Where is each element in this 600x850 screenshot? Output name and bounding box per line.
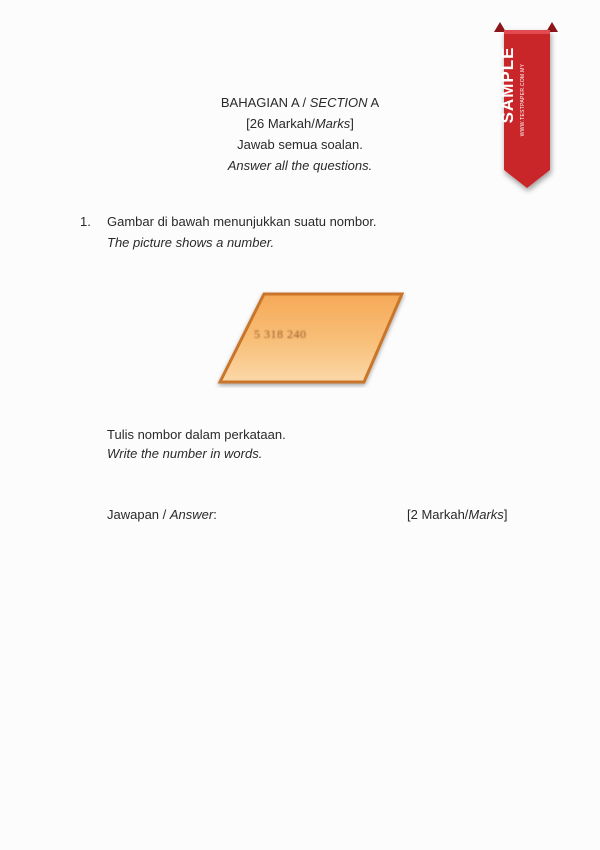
sample-ribbon — [484, 22, 574, 197]
instruction-en: Write the number in words. — [107, 446, 263, 461]
section-marks: [26 Markah/Marks] — [246, 116, 354, 131]
question-number: 1. — [80, 214, 91, 229]
section-instruction-en: Answer all the questions. — [227, 158, 373, 173]
section-header — [150, 92, 450, 176]
section-title: BAHAGIAN A / SECTION A — [220, 95, 380, 110]
picture-number: 5 318 240 — [254, 327, 307, 341]
ribbon-url: WWW.TESTPAPER.COM.MY — [520, 63, 526, 137]
ribbon-label: SAMPLE — [498, 46, 517, 124]
number-picture — [214, 288, 406, 388]
question-marks: [2 Markah/Marks] — [407, 507, 508, 522]
question-text-en: The picture shows a number. — [107, 235, 275, 250]
question-text-ms: Gambar di bawah menunjukkan suatu nombor. — [107, 214, 377, 229]
answer-label: Jawapan / Answer: — [107, 507, 217, 522]
section-instruction-ms: Jawab semua soalan. — [237, 137, 363, 152]
instruction-ms: Tulis nombor dalam perkataan. — [107, 427, 286, 442]
